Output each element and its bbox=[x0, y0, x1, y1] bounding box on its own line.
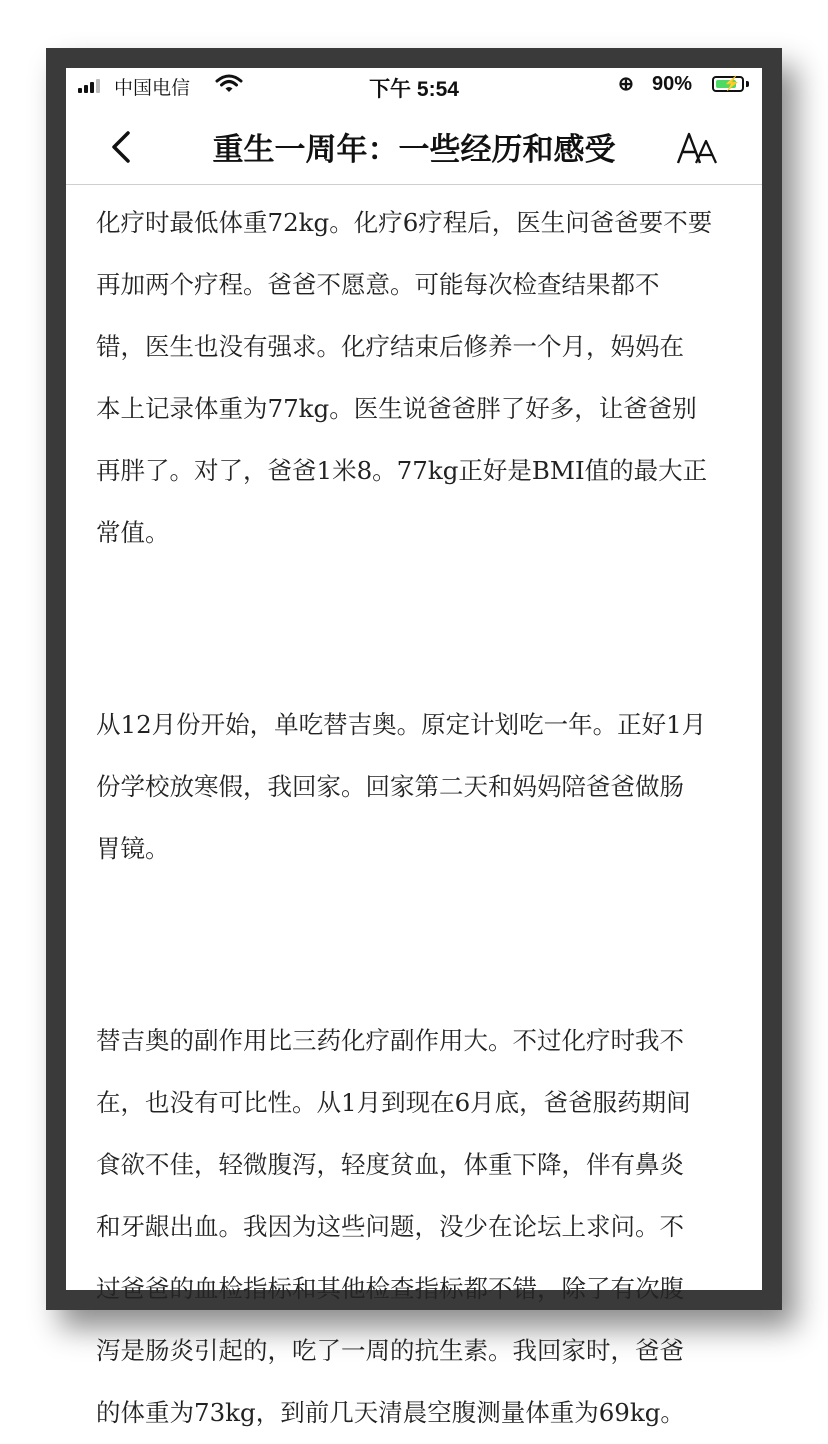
text-line: 过爸爸的血检指标和其他检查指标都不错，除了有次腹 bbox=[96, 1274, 684, 1303]
font-size-icon[interactable] bbox=[676, 130, 720, 166]
status-time: 下午 5:54 bbox=[369, 78, 459, 101]
text-line: 再胖了。对了，爸爸1米8。77kg正好是BMI值的最大正 bbox=[96, 456, 708, 485]
text-line: 的体重为73kg，到前几天清晨空腹测量体重为69kg。 bbox=[96, 1398, 685, 1427]
text-line: 和牙龈出血。我因为这些问题，没少在论坛上求问。不 bbox=[96, 1212, 684, 1241]
text-line: 化疗时最低体重72kg。化疗6疗程后，医生问爸爸要不要 bbox=[96, 208, 713, 237]
text-line: 本上记录体重为77kg。医生说爸爸胖了好多，让爸爸别 bbox=[96, 394, 697, 423]
battery-percent: 90% bbox=[652, 73, 693, 95]
text-line: 在，也没有可比性。从1月到现在6月底，爸爸服药期间 bbox=[96, 1088, 691, 1117]
text-line: 错，医生也没有强求。化疗结束后修养一个月，妈妈在 bbox=[96, 332, 684, 361]
paragraph bbox=[96, 1010, 746, 1444]
carrier-name: 中国电信 bbox=[114, 77, 191, 99]
paragraph-spacer bbox=[96, 880, 746, 1010]
text-line: 食欲不佳，轻微腹泻，轻度贫血，体重下降，伴有鼻炎 bbox=[96, 1150, 684, 1179]
status-bar bbox=[66, 68, 762, 102]
article-body bbox=[96, 192, 746, 1444]
text-line: 从12月份开始，单吃替吉奥。原定计划吃一年。正好1月 bbox=[96, 710, 707, 739]
paragraph bbox=[96, 694, 746, 880]
text-line: 份学校放寒假，我回家。回家第二天和妈妈陪爸爸做肠 bbox=[96, 772, 684, 801]
page-title: 重生一周年：一些经历和感受 bbox=[212, 132, 616, 168]
text-line: 再加两个疗程。爸爸不愿意。可能每次检查结果都不 bbox=[96, 270, 660, 299]
phone-screen bbox=[66, 68, 762, 1427]
navigation-bar bbox=[66, 108, 762, 185]
text-line: 泻是肠炎引起的，吃了一周的抗生素。我回家时，爸爸 bbox=[96, 1336, 684, 1365]
text-line: 胃镜。 bbox=[96, 834, 170, 863]
text-line: 替吉奥的副作用比三药化疗副作用大。不过化疗时我不 bbox=[96, 1026, 684, 1055]
text-line: 常值。 bbox=[96, 518, 170, 547]
chevron-left-icon[interactable] bbox=[106, 130, 136, 164]
orientation-lock-icon: ⊕ bbox=[618, 74, 634, 95]
charging-bolt-icon: ⚡ bbox=[723, 75, 741, 91]
battery-cap bbox=[746, 81, 749, 87]
paragraph-spacer bbox=[96, 564, 746, 694]
paragraph bbox=[96, 192, 746, 564]
battery-icon bbox=[712, 76, 744, 92]
